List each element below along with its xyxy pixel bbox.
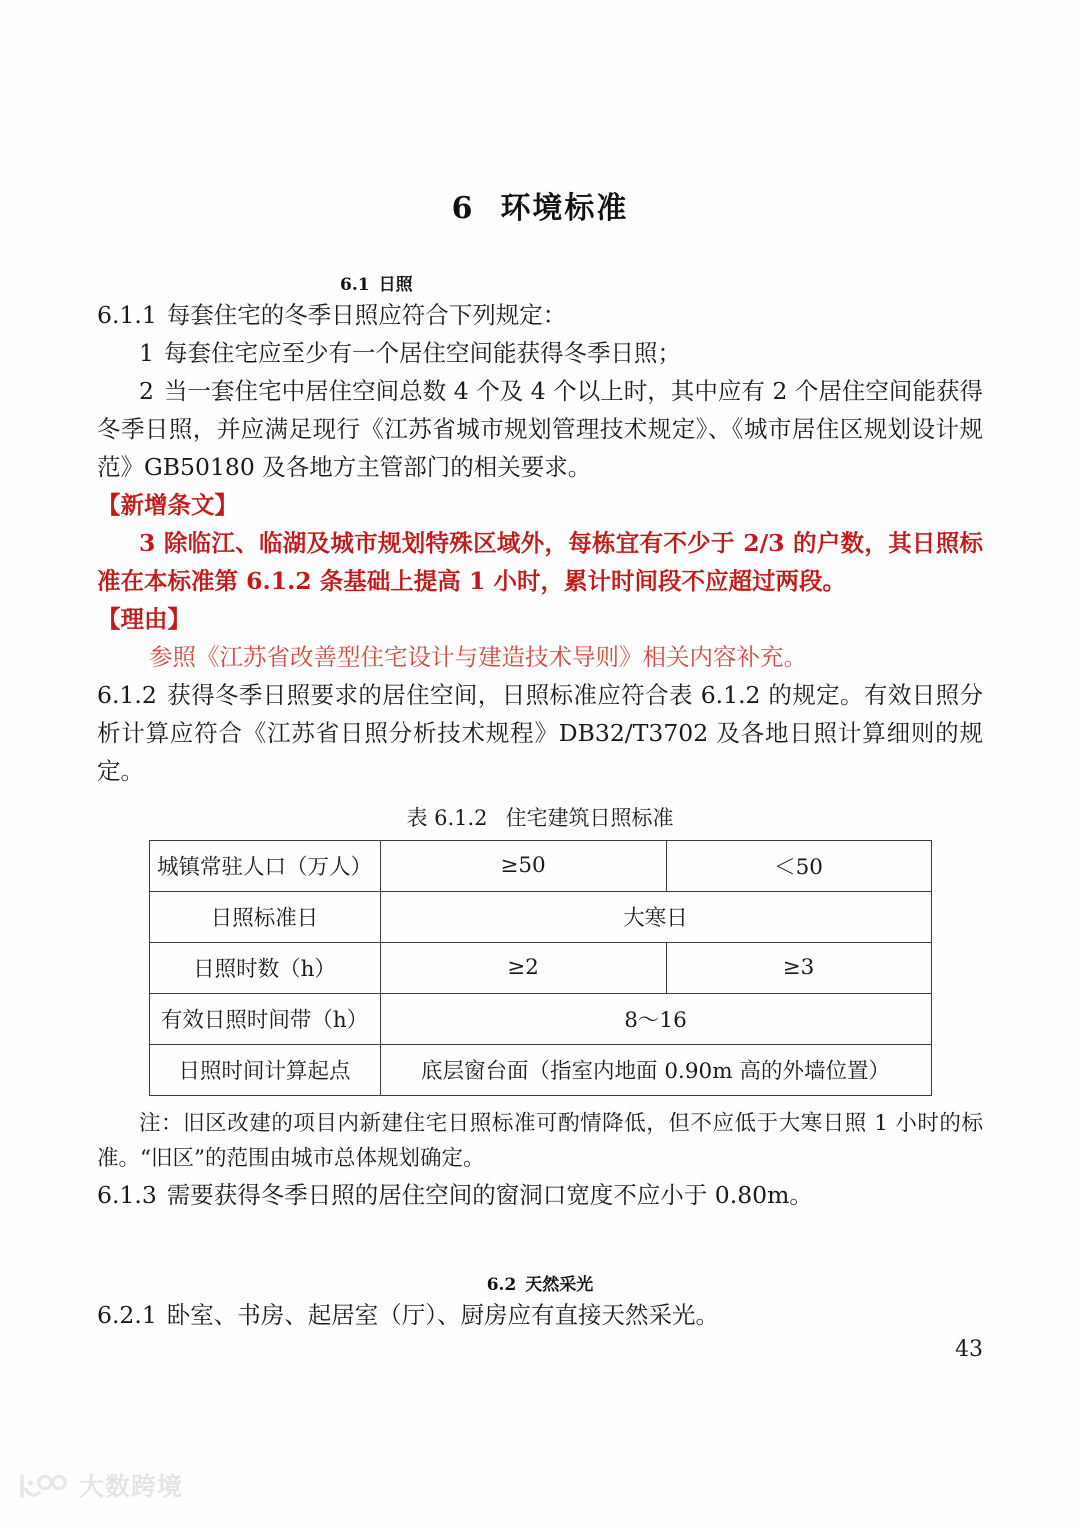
table-caption bbox=[97, 790, 983, 840]
table-caption-title: 住宅建筑日照标准 bbox=[505, 805, 674, 830]
row-label: 日照时数（h） bbox=[149, 942, 380, 993]
chapter-title bbox=[97, 0, 983, 228]
reason-tag: 【理由】 bbox=[97, 604, 191, 633]
cell-value: ＜50 bbox=[666, 840, 931, 891]
table-row bbox=[149, 942, 931, 993]
cell-value: 大寒日 bbox=[380, 891, 931, 942]
chapter-number: 6 bbox=[451, 191, 475, 226]
item-2-marker: 2 bbox=[139, 376, 154, 405]
chapter-title-text: 环境标准 bbox=[500, 191, 629, 226]
watermark bbox=[18, 1472, 183, 1500]
clause-6-2-1-number: 6.2.1 bbox=[97, 1300, 157, 1329]
cell-value: 8～16 bbox=[380, 993, 931, 1044]
reason-text: 参照《江苏省改善型住宅设计与建造技术导则》相关内容补充。 bbox=[149, 642, 807, 671]
section-heading-6-1 bbox=[97, 228, 983, 296]
clause-6-2-1-text: 卧室、书房、起居室（厅）、厨房应有直接天然采光。 bbox=[166, 1300, 720, 1329]
clause-6-1-3-number: 6.1.3 bbox=[97, 1180, 157, 1209]
clause-6-1-1 bbox=[97, 296, 983, 334]
item-1-marker: 1 bbox=[139, 338, 154, 367]
watermark-logo-icon bbox=[18, 1472, 70, 1500]
clause-6-1-1-item-1 bbox=[97, 334, 983, 372]
row-label: 日照标准日 bbox=[149, 891, 380, 942]
new-clause-tag: 【新增条文】 bbox=[97, 490, 238, 519]
table-note: 注：旧区改建的项目内新建住宅日照标准可酌情降低，但不应低于大寒日照 1 小时的标准。“旧区”的范围由城市总体规划确定。 bbox=[97, 1110, 983, 1171]
page-number: 43 bbox=[955, 1337, 983, 1362]
clause-6-1-1-text: 每套住宅的冬季日照应符合下列规定： bbox=[166, 300, 567, 329]
cell-value: ≥2 bbox=[380, 942, 666, 993]
clause-6-1-2-number: 6.1.2 bbox=[97, 680, 157, 709]
sunlight-standard-table bbox=[149, 840, 932, 1096]
new-clause-text: 3 除临江、临湖及城市规划特殊区域外，每栋宜有不少于 2/3 的户数，其日照标准在本标准第 6.1.2 条基础上提高 1 小时，累计时间段不应超过两段。 bbox=[97, 528, 983, 595]
cell-value: 底层窗台面（指室内地面 0.90m 高的外墙位置） bbox=[380, 1044, 931, 1095]
page-content bbox=[97, 0, 983, 1334]
section-6-2-number: 6.2 bbox=[486, 1274, 517, 1295]
table-row bbox=[149, 993, 931, 1044]
clause-6-1-1-number: 6.1.1 bbox=[97, 300, 157, 329]
clause-6-2-1 bbox=[97, 1296, 983, 1334]
table-row bbox=[149, 891, 931, 942]
table-row bbox=[149, 1044, 931, 1095]
clause-6-1-3 bbox=[97, 1176, 983, 1214]
section-6-1-title: 日照 bbox=[378, 274, 413, 295]
item-1-text: 每套住宅应至少有一个居住空间能获得冬季日照； bbox=[163, 338, 681, 367]
clause-6-1-1-item-2 bbox=[97, 372, 983, 486]
section-6-2-title: 天然采光 bbox=[525, 1274, 594, 1295]
clause-6-1-3-text: 需要获得冬季日照的居住空间的窗洞口宽度不应小于 0.80m。 bbox=[166, 1180, 813, 1209]
section-heading-6-2 bbox=[97, 1214, 983, 1296]
row-label: 有效日照时间带（h） bbox=[149, 993, 380, 1044]
table-caption-number: 表 6.1.2 bbox=[406, 805, 488, 830]
clause-6-1-2-text: 获得冬季日照要求的居住空间，日照标准应符合表 6.1.2 的规定。有效日照分析计算应符合《江苏省日照分析技术规程》DB32/T3702 及各地日照计算细则的规定。 bbox=[97, 680, 983, 785]
watermark-text: 大数跨境 bbox=[79, 1471, 184, 1501]
clause-6-1-2 bbox=[97, 676, 983, 790]
table-row bbox=[149, 840, 931, 891]
row-label: 城镇常驻人口（万人） bbox=[149, 840, 380, 891]
row-label: 日照时间计算起点 bbox=[149, 1044, 380, 1095]
section-6-1-number: 6.1 bbox=[340, 274, 370, 295]
cell-value: ≥3 bbox=[666, 942, 931, 993]
item-2-text: 当一套住宅中居住空间总数 4 个及 4 个以上时，其中应有 2 个居住空间能获得冬季日照，并应满足现行《江苏省城市规划管理技术规定》、《城市居住区规划设计规范》GB50180 及各地方主管部门的相关要求。 bbox=[97, 376, 983, 481]
cell-value: ≥50 bbox=[380, 840, 666, 891]
